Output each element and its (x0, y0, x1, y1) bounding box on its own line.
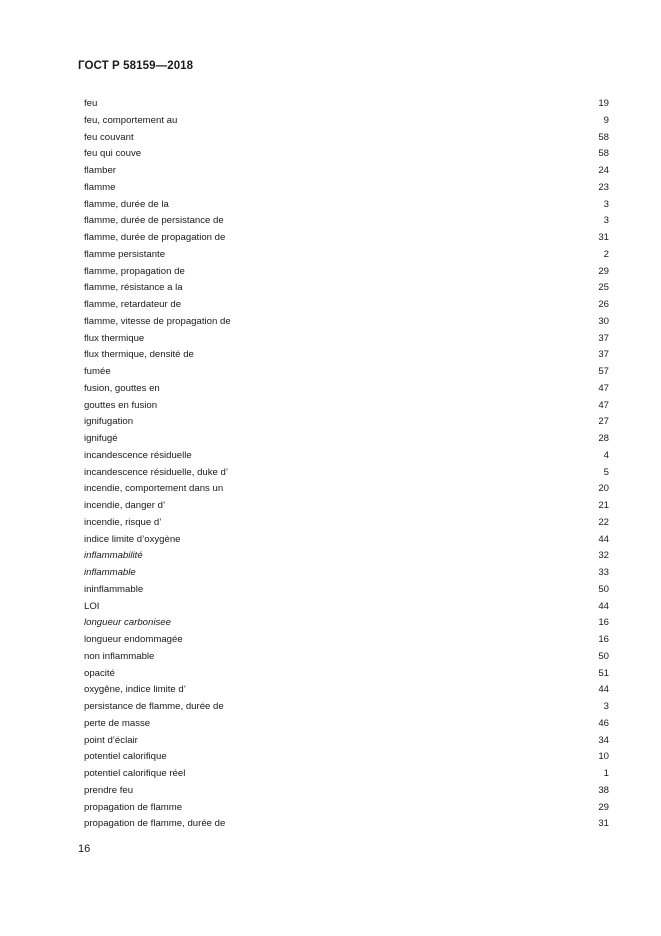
index-term: ininflammable (84, 583, 144, 595)
index-term: incendie, comportement dans un (84, 483, 224, 495)
index-page-ref: 27 (598, 416, 609, 428)
index-entry (84, 96, 609, 113)
index-term: flamme, durée de propagation de (84, 232, 226, 243)
index-term: fusion, gouttes en (84, 382, 160, 394)
index-entry (84, 314, 609, 331)
index-term: flux thermique (84, 332, 145, 344)
index-page-ref: 37 (598, 332, 609, 344)
index-entry (84, 146, 609, 163)
index-page-ref: 44 (598, 533, 609, 545)
index-page-ref: 16 (598, 617, 609, 629)
index-entry (84, 364, 609, 381)
index-page-ref: 34 (598, 734, 609, 746)
index-term: gouttes en fusion (84, 399, 158, 411)
index-page-ref: 1 (603, 768, 609, 779)
index-entry (84, 347, 609, 364)
index-entry (84, 230, 609, 247)
index-entry (84, 414, 609, 431)
index-term: incandescence résiduelle (84, 449, 192, 461)
index-page-ref: 47 (598, 399, 609, 411)
index-term: feu couvant (84, 131, 134, 143)
index-entry (84, 800, 609, 817)
index-term: indice limite d’oxygène (84, 533, 181, 545)
index-page-ref: 30 (598, 315, 609, 327)
index-term: flamber (84, 165, 116, 176)
index-page-ref: 3 (603, 215, 609, 227)
index-term: incandescence résiduelle, duke d’ (84, 466, 228, 478)
index-entry (84, 699, 609, 716)
index-page-ref: 50 (598, 650, 609, 662)
index-term: incendie, risque d’ (84, 516, 162, 528)
index-term: longueur carbonisee (84, 617, 171, 629)
index-term: flamme, durée de persistance de (84, 215, 224, 227)
index-term: flamme, vitesse de propagation de (84, 315, 231, 327)
index-page-ref: 37 (598, 349, 609, 361)
index-entry (84, 632, 609, 649)
index-entry (84, 716, 609, 733)
index-term: feu qui couve (84, 148, 142, 160)
index-entry (84, 331, 609, 348)
index-entry (84, 113, 609, 130)
index-entry (84, 297, 609, 314)
index-entry (84, 682, 609, 699)
index-entry (84, 649, 609, 666)
index-page-ref: 21 (598, 500, 609, 511)
index-term: propagation de flamme (84, 801, 183, 813)
index-entry (84, 783, 609, 800)
index-term: potentiel calorifique (84, 751, 167, 763)
index-entry (84, 163, 609, 180)
index-entry (84, 816, 609, 833)
index-page-ref: 58 (598, 148, 609, 160)
index-term: feu (84, 98, 98, 109)
index-entry (84, 615, 609, 632)
index-term: ignifugation (84, 416, 134, 428)
index-page-ref: 26 (598, 299, 609, 310)
index-page-ref: 44 (598, 684, 609, 696)
index-entry (84, 398, 609, 415)
index-page-ref: 31 (598, 232, 609, 243)
index-page-ref: 33 (598, 567, 609, 578)
index-entry (84, 465, 609, 482)
index-page-ref: 32 (598, 550, 609, 562)
index-page-ref: 29 (598, 801, 609, 813)
index-entry (84, 431, 609, 448)
index-entry (84, 197, 609, 214)
index-term: flamme, durée de la (84, 198, 169, 210)
index-entry (84, 264, 609, 281)
index-entry (84, 481, 609, 498)
index-page-ref: 3 (603, 701, 609, 712)
index-entry (84, 749, 609, 766)
index-page-ref: 31 (598, 818, 609, 830)
index-term: longueur endommagée (84, 634, 183, 645)
index-page-ref: 28 (598, 433, 609, 444)
index-page-ref: 57 (598, 366, 609, 377)
index-entry (84, 180, 609, 197)
index-entry (84, 381, 609, 398)
index-list (84, 96, 609, 833)
index-term: potentiel calorifique réel (84, 768, 186, 779)
index-entry (84, 548, 609, 565)
index-entry (84, 130, 609, 147)
index-page-ref: 22 (598, 516, 609, 528)
index-term: flamme persistante (84, 248, 166, 260)
index-page-ref: 38 (598, 784, 609, 796)
index-page-ref: 20 (598, 483, 609, 495)
index-page-ref: 44 (598, 600, 609, 612)
index-term: inflammabilité (84, 550, 143, 562)
index-page-ref: 3 (603, 198, 609, 210)
index-entry (84, 733, 609, 750)
index-entry (84, 599, 609, 616)
index-term: non inflammable (84, 650, 155, 662)
index-page-ref: 10 (598, 751, 609, 763)
index-page-ref: 51 (598, 667, 609, 679)
index-term: perte de masse (84, 717, 151, 729)
index-term: LOI (84, 600, 100, 612)
index-page-ref: 47 (598, 382, 609, 394)
index-term: point d’éclair (84, 734, 138, 746)
index-term: flamme, résistance a la (84, 282, 183, 294)
index-page-ref: 19 (598, 98, 609, 109)
index-entry (84, 766, 609, 783)
index-page-ref: 16 (598, 634, 609, 645)
index-term: flux thermique, densité de (84, 349, 194, 361)
index-term: flamme, retardateur de (84, 299, 182, 310)
index-term: opacité (84, 667, 115, 679)
index-term: flamme, propagation de (84, 265, 185, 277)
index-page-ref: 5 (603, 466, 609, 478)
index-page-ref: 23 (598, 181, 609, 193)
index-page-ref: 58 (598, 131, 609, 143)
index-term: persistance de flamme, durée de (84, 701, 224, 712)
page-number: 16 (78, 843, 91, 855)
index-entry (84, 515, 609, 532)
index-term: fumée (84, 366, 111, 377)
index-entry (84, 213, 609, 230)
index-page-ref: 2 (603, 248, 609, 260)
index-entry (84, 448, 609, 465)
index-term: inflammable (84, 567, 136, 578)
index-term: incendie, danger d’ (84, 500, 166, 511)
index-entry (84, 280, 609, 297)
index-entry (84, 498, 609, 515)
index-page-ref: 46 (598, 717, 609, 729)
index-entry (84, 247, 609, 264)
index-page-ref: 24 (598, 165, 609, 176)
index-term: feu, comportement au (84, 114, 178, 126)
index-entry (84, 666, 609, 683)
index-page-ref: 4 (603, 449, 609, 461)
index-page-ref: 9 (603, 114, 609, 126)
index-term: prendre feu (84, 784, 134, 796)
index-page-ref: 50 (598, 583, 609, 595)
index-term: oxygêne, indice limite d’ (84, 684, 186, 696)
index-entry (84, 565, 609, 582)
index-term: propagation de flamme, durée de (84, 818, 226, 830)
document-header: ГОСТ Р 58159—2018 (78, 60, 194, 72)
index-entry (84, 532, 609, 549)
index-page-ref: 25 (598, 282, 609, 294)
index-entry (84, 582, 609, 599)
index-page-ref: 29 (598, 265, 609, 277)
index-term: ignifugé (84, 433, 118, 444)
index-term: flamme (84, 181, 116, 193)
